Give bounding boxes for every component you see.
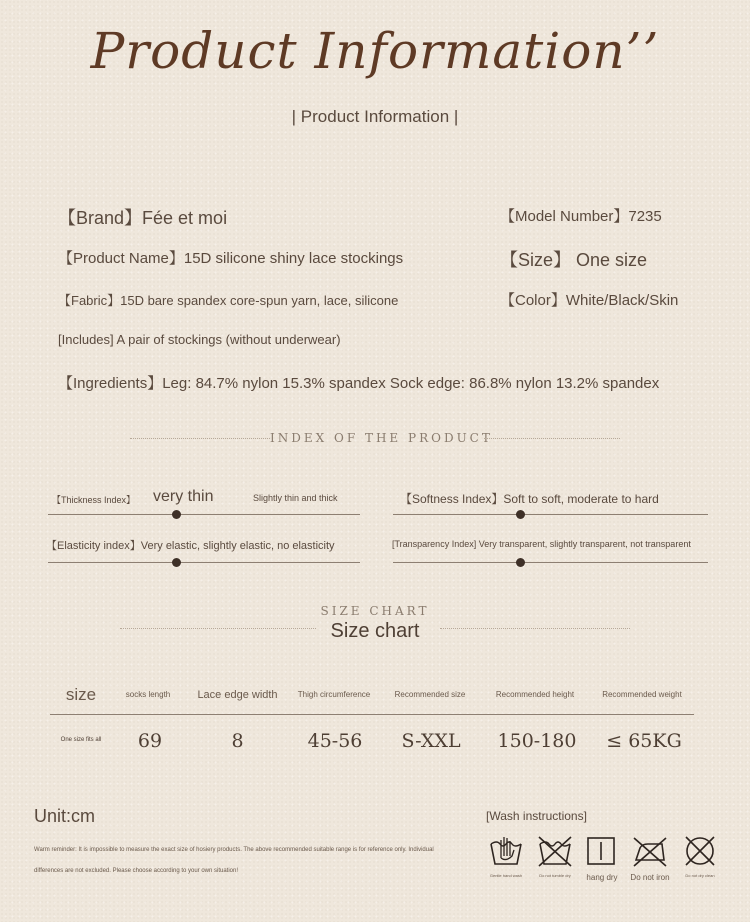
table-rule [50,714,694,715]
table-header-thigh: Thigh circumference [297,690,371,699]
model-number-info: 【Model Number】7235 [500,208,662,225]
color-info: 【Color】White/Black/Skin [500,292,679,309]
thickness-index-label: 【Thickness Index】 [52,495,136,505]
elasticity-scale [48,562,360,563]
page-subtitle: | Product Information | [291,107,459,126]
table-cell-lace-width: 8 [231,730,244,752]
hand-wash-icon [488,834,524,868]
table-header-size: size [65,685,97,704]
size-info: 【Size】 One size [500,250,648,270]
hand-wash-item [488,834,534,878]
unit-label: Unit:cm [34,806,96,826]
transparency-marker [516,558,525,567]
hand-wash-label: Gentle hand wash [489,873,523,878]
product-name-info: 【Product Name】15D silicone shiny lace stockings [58,250,404,267]
no-dry-clean-item [682,834,728,878]
thickness-index-extra: Slightly thin and thick [253,493,338,503]
thickness-marker [172,510,181,519]
warm-reminder-line2: differences are not excluded. Please choose according to your own situation! [34,868,239,874]
divider-right [484,438,620,439]
table-cell-recommended-weight: ≤ 65KG [606,730,682,752]
warm-reminder-line1: Warm reminder: It is impossible to measure the exact size of hosiery products. The above recommended suitable range is for reference only. Individual [34,847,434,853]
table-cell-recommended-height: 150-180 [497,730,577,752]
hang-dry-icon [584,834,620,868]
thickness-scale [48,514,360,515]
size-chart-heading: Size chart [330,620,420,642]
table-cell-size: One size fits all [60,737,102,743]
thickness-index-value: very thin [153,488,214,505]
table-cell-socks-length: 69 [137,730,163,752]
table-header-socks-length: socks length [125,690,171,699]
no-dry-clean-icon [682,834,718,868]
wash-instructions-title: [Wash instructions] [486,809,587,823]
transparency-index-label: [Transparency Index] Very transparent, slightly transparent, not transparent [392,539,691,549]
transparency-scale [393,562,708,563]
table-cell-recommended-size: S-XXL [401,730,461,752]
elasticity-index-label: 【Elasticity index】Very elastic, slightly elastic, no elasticity [46,540,335,552]
table-header-recommended-weight: Recommended weight [602,690,682,699]
no-tumble-dry-icon [537,834,573,868]
divider-left [130,438,270,439]
index-heading: INDEX OF THE PRODUCT [270,431,493,445]
no-tumble-dry-label: Do not tumble dry [539,873,571,878]
size-divider-right [440,628,630,629]
no-iron-icon [632,834,668,868]
ingredients-info: 【Ingredients】Leg: 84.7% nylon 15.3% spandex Sock edge: 86.8% nylon 13.2% spandex [58,375,660,392]
softness-scale [393,514,708,515]
no-tumble-item [537,834,583,878]
table-header-lace-width: Lace edge width [197,689,278,701]
softness-index-label: 【Softness Index】Soft to soft, moderate to hard [400,492,659,506]
hang-dry-label: hang dry [586,873,618,882]
table-header-recommended-height: Recommended height [495,690,575,699]
no-dry-clean-label: Do not dry clean [685,873,715,878]
brand-info: 【Brand】Fée et moi [58,208,228,228]
softness-marker [516,510,525,519]
includes-info: [Includes] A pair of stockings (without underwear) [58,332,341,347]
table-header-recommended-size: Recommended size [394,690,466,699]
size-chart-heading-small: SIZE CHART [320,604,430,618]
no-iron-label: Do not iron [630,873,670,882]
table-cell-thigh: 45-56 [307,730,363,752]
elasticity-marker [172,558,181,567]
fabric-info: 【Fabric】15D bare spandex core-spun yarn, lace, silicone [58,293,399,308]
page-title: Product Information’’ [90,22,660,80]
